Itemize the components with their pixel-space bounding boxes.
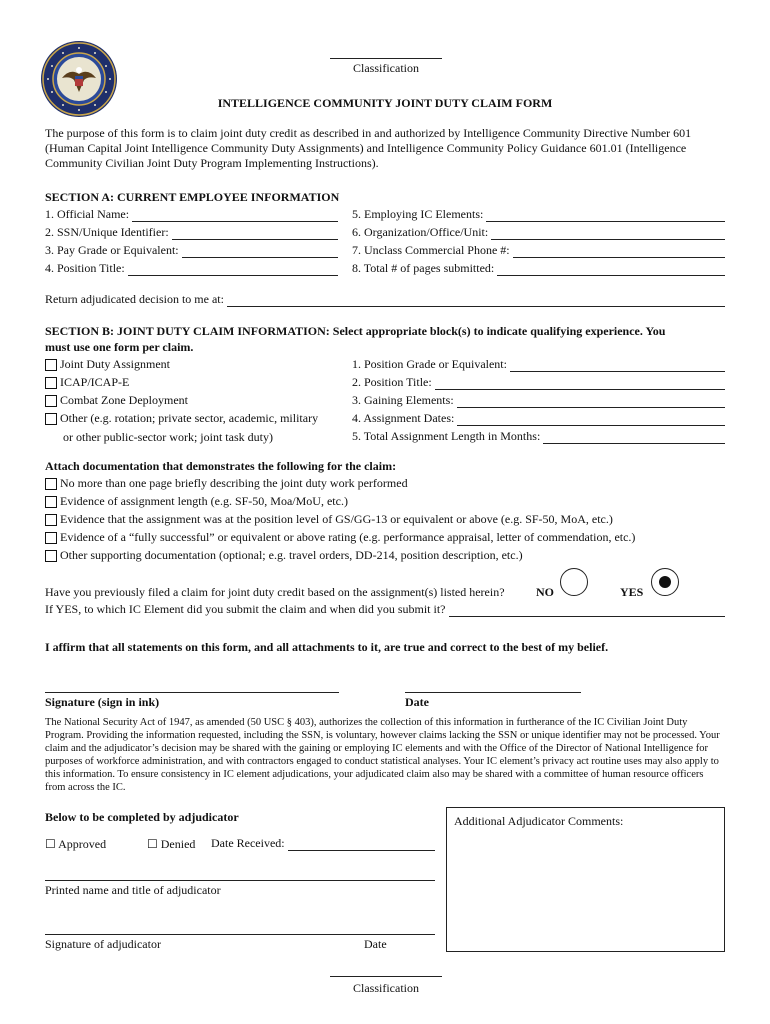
- no-radio[interactable]: [560, 568, 588, 596]
- gaining-elements-field[interactable]: [352, 393, 725, 408]
- pay-grade-field[interactable]: [45, 243, 338, 258]
- b-position-title-label: 2. Position Title:: [352, 375, 432, 389]
- organization-field[interactable]: [352, 225, 725, 240]
- attach-other-checkbox[interactable]: [45, 548, 523, 563]
- classification-footer-line: [330, 976, 442, 977]
- combat-zone-checkbox[interactable]: [45, 393, 188, 408]
- purpose-paragraph: The purpose of this form is to claim joint duty credit as described in and authorized by Intelligence Community Directive Number 601 (Human Capital Joint Intelligence Community Duty Assignments) and Intelligence Community Policy Guidance 601.01 (Intelligence Community Civilian Joint Duty Program Implementing Instructions).: [45, 126, 692, 170]
- checkbox-icon: [45, 395, 57, 407]
- denied-checkbox[interactable]: ☐ Denied: [147, 837, 196, 851]
- radio-selected-dot: [659, 576, 671, 588]
- yes-radio[interactable]: [651, 568, 679, 596]
- attach-level-label: Evidence that the assignment was at the position level of GS/GG-13 or equivalent or above (e.g. SF-50, MoA, etc.): [60, 512, 613, 526]
- signature-line[interactable]: [45, 692, 339, 693]
- attach-rating-checkbox[interactable]: [45, 530, 635, 545]
- date-label: Date: [405, 695, 429, 709]
- attach-level-checkbox[interactable]: [45, 512, 613, 527]
- checkbox-icon: [45, 514, 57, 526]
- section-a-heading: SECTION A: CURRENT EMPLOYEE INFORMATION: [45, 190, 340, 204]
- date-line[interactable]: [405, 692, 581, 693]
- phone-label: 7. Unclass Commercial Phone #:: [352, 243, 510, 257]
- employing-ic-elements-label: 5. Employing IC Elements:: [352, 207, 484, 221]
- checkbox-icon: [45, 413, 57, 425]
- return-address-label: Return adjudicated decision to me at:: [45, 292, 224, 306]
- attach-other-label: Other supporting documentation (optional; e.g. travel orders, DD-214, position description, etc.): [60, 548, 523, 562]
- section-b-heading-cont: must use one form per claim.: [45, 340, 194, 354]
- checkbox-icon: [45, 532, 57, 544]
- classification-bottom: Classification: [353, 981, 419, 995]
- date-received-field[interactable]: [211, 836, 435, 851]
- assignment-length-label: 5. Total Assignment Length in Months:: [352, 429, 541, 443]
- total-pages-label: 8. Total # of pages submitted:: [352, 261, 495, 275]
- organization-label: 6. Organization/Office/Unit:: [352, 225, 489, 239]
- checkbox-icon: [45, 550, 57, 562]
- other-checkbox[interactable]: [45, 411, 318, 426]
- form-title: INTELLIGENCE COMMUNITY JOINT DUTY CLAIM FORM: [217, 96, 553, 110]
- adjudicator-signature-line[interactable]: [45, 934, 435, 935]
- adjudicator-comments-box[interactable]: [446, 807, 725, 952]
- position-grade-label: 1. Position Grade or Equivalent:: [352, 357, 507, 371]
- attach-length-label: Evidence of assignment length (e.g. SF-50, Moa/MoU, etc.): [60, 494, 348, 508]
- yes-label: YES: [620, 585, 644, 599]
- joint-duty-label: Joint Duty Assignment: [60, 357, 171, 371]
- assignment-dates-field[interactable]: [352, 411, 725, 426]
- official-name-field[interactable]: [45, 207, 338, 222]
- icap-label: ICAP/ICAP-E: [60, 375, 130, 389]
- combat-zone-label: Combat Zone Deployment: [60, 393, 188, 407]
- adjudicator-comments-label: Additional Adjudicator Comments:: [454, 814, 624, 828]
- employing-ic-elements-field[interactable]: [352, 207, 725, 222]
- attach-description-label: No more than one page briefly describing the joint duty work performed: [60, 476, 408, 490]
- privacy-statement: The National Security Act of 1947, as amended (50 USC § 403), authorizes the collection of this information in furtherance of the IC Civilian Joint Duty Program. Providing the information requested, including the SSN, is voluntary, however claims lacking the SSN or unique identifier may not be processed. Your claim and the adjudicator’s decision may be shared with the gaining or employing IC elements and with the Office of the Director of National Intelligence for purposes of workforce administration, and with contractors engaged to conduct statistical analyses. Your IC element’s privacy act routine uses may also apply to this information. To ensure consistency in IC element adjudications, your adjudicated claim also may be shared with a committee of human resource officers from across the IC.: [45, 717, 720, 793]
- date-received-label: Date Received:: [211, 836, 285, 850]
- checkbox-icon: [45, 496, 57, 508]
- total-pages-field[interactable]: [352, 261, 725, 276]
- no-label: NO: [536, 585, 554, 599]
- b-position-title-field[interactable]: [352, 375, 725, 390]
- signature-label: Signature (sign in ink): [45, 695, 160, 709]
- ssn-field[interactable]: [45, 225, 338, 240]
- printed-name-label: Printed name and title of adjudicator: [45, 883, 221, 897]
- approved-checkbox[interactable]: ☐ Approved: [45, 837, 107, 851]
- official-name-label: 1. Official Name:: [45, 207, 130, 221]
- adjudicator-signature-label: Signature of adjudicator: [45, 937, 161, 951]
- attach-rating-label: Evidence of a “fully successful” or equivalent or above rating (e.g. performance appraisal, letter of commendation, etc.): [60, 530, 636, 544]
- adjudicator-date-label: Date: [364, 937, 387, 951]
- other-label-cont: or other public-sector work; joint task duty): [63, 430, 273, 444]
- icap-checkbox[interactable]: [45, 375, 129, 390]
- checkbox-icon: [45, 478, 57, 490]
- checkbox-icon: [45, 359, 57, 371]
- printed-name-line[interactable]: [45, 880, 435, 881]
- adjudicator-heading: Below to be completed by adjudicator: [45, 810, 239, 824]
- attach-description-checkbox[interactable]: [45, 476, 408, 491]
- attach-length-checkbox[interactable]: [45, 494, 348, 509]
- previous-claim-followup-label: If YES, to which IC Element did you submit the claim and when did you submit it?: [45, 602, 446, 616]
- return-address-field[interactable]: [45, 292, 725, 307]
- position-title-label: 4. Position Title:: [45, 261, 125, 275]
- joint-duty-checkbox[interactable]: [45, 357, 170, 372]
- classification-top: Classification: [353, 61, 419, 75]
- other-label: Other (e.g. rotation; private sector, academic, military: [60, 411, 319, 425]
- assignment-length-field[interactable]: [352, 429, 725, 444]
- checkbox-icon: [45, 377, 57, 389]
- position-grade-field[interactable]: [352, 357, 725, 372]
- section-b-heading: SECTION B: JOINT DUTY CLAIM INFORMATION: Select appropriate block(s) to indicate qualifying experience. You: [45, 324, 666, 338]
- affirmation: I affirm that all statements on this form, and all attachments to it, are true and correct to the best of my belief.: [45, 640, 609, 654]
- classification-line: [330, 58, 442, 59]
- previous-claim-followup-field[interactable]: [45, 602, 725, 617]
- position-title-field[interactable]: [45, 261, 338, 276]
- gaining-elements-label: 3. Gaining Elements:: [352, 393, 454, 407]
- previous-claim-question: Have you previously filed a claim for joint duty credit based on the assignment(s) listed herein?: [45, 585, 505, 599]
- ssn-label: 2. SSN/Unique Identifier:: [45, 225, 169, 239]
- assignment-dates-label: 4. Assignment Dates:: [352, 411, 455, 425]
- pay-grade-label: 3. Pay Grade or Equivalent:: [45, 243, 179, 257]
- attach-heading: Attach documentation that demonstrates the following for the claim:: [45, 459, 397, 473]
- phone-field[interactable]: [352, 243, 725, 258]
